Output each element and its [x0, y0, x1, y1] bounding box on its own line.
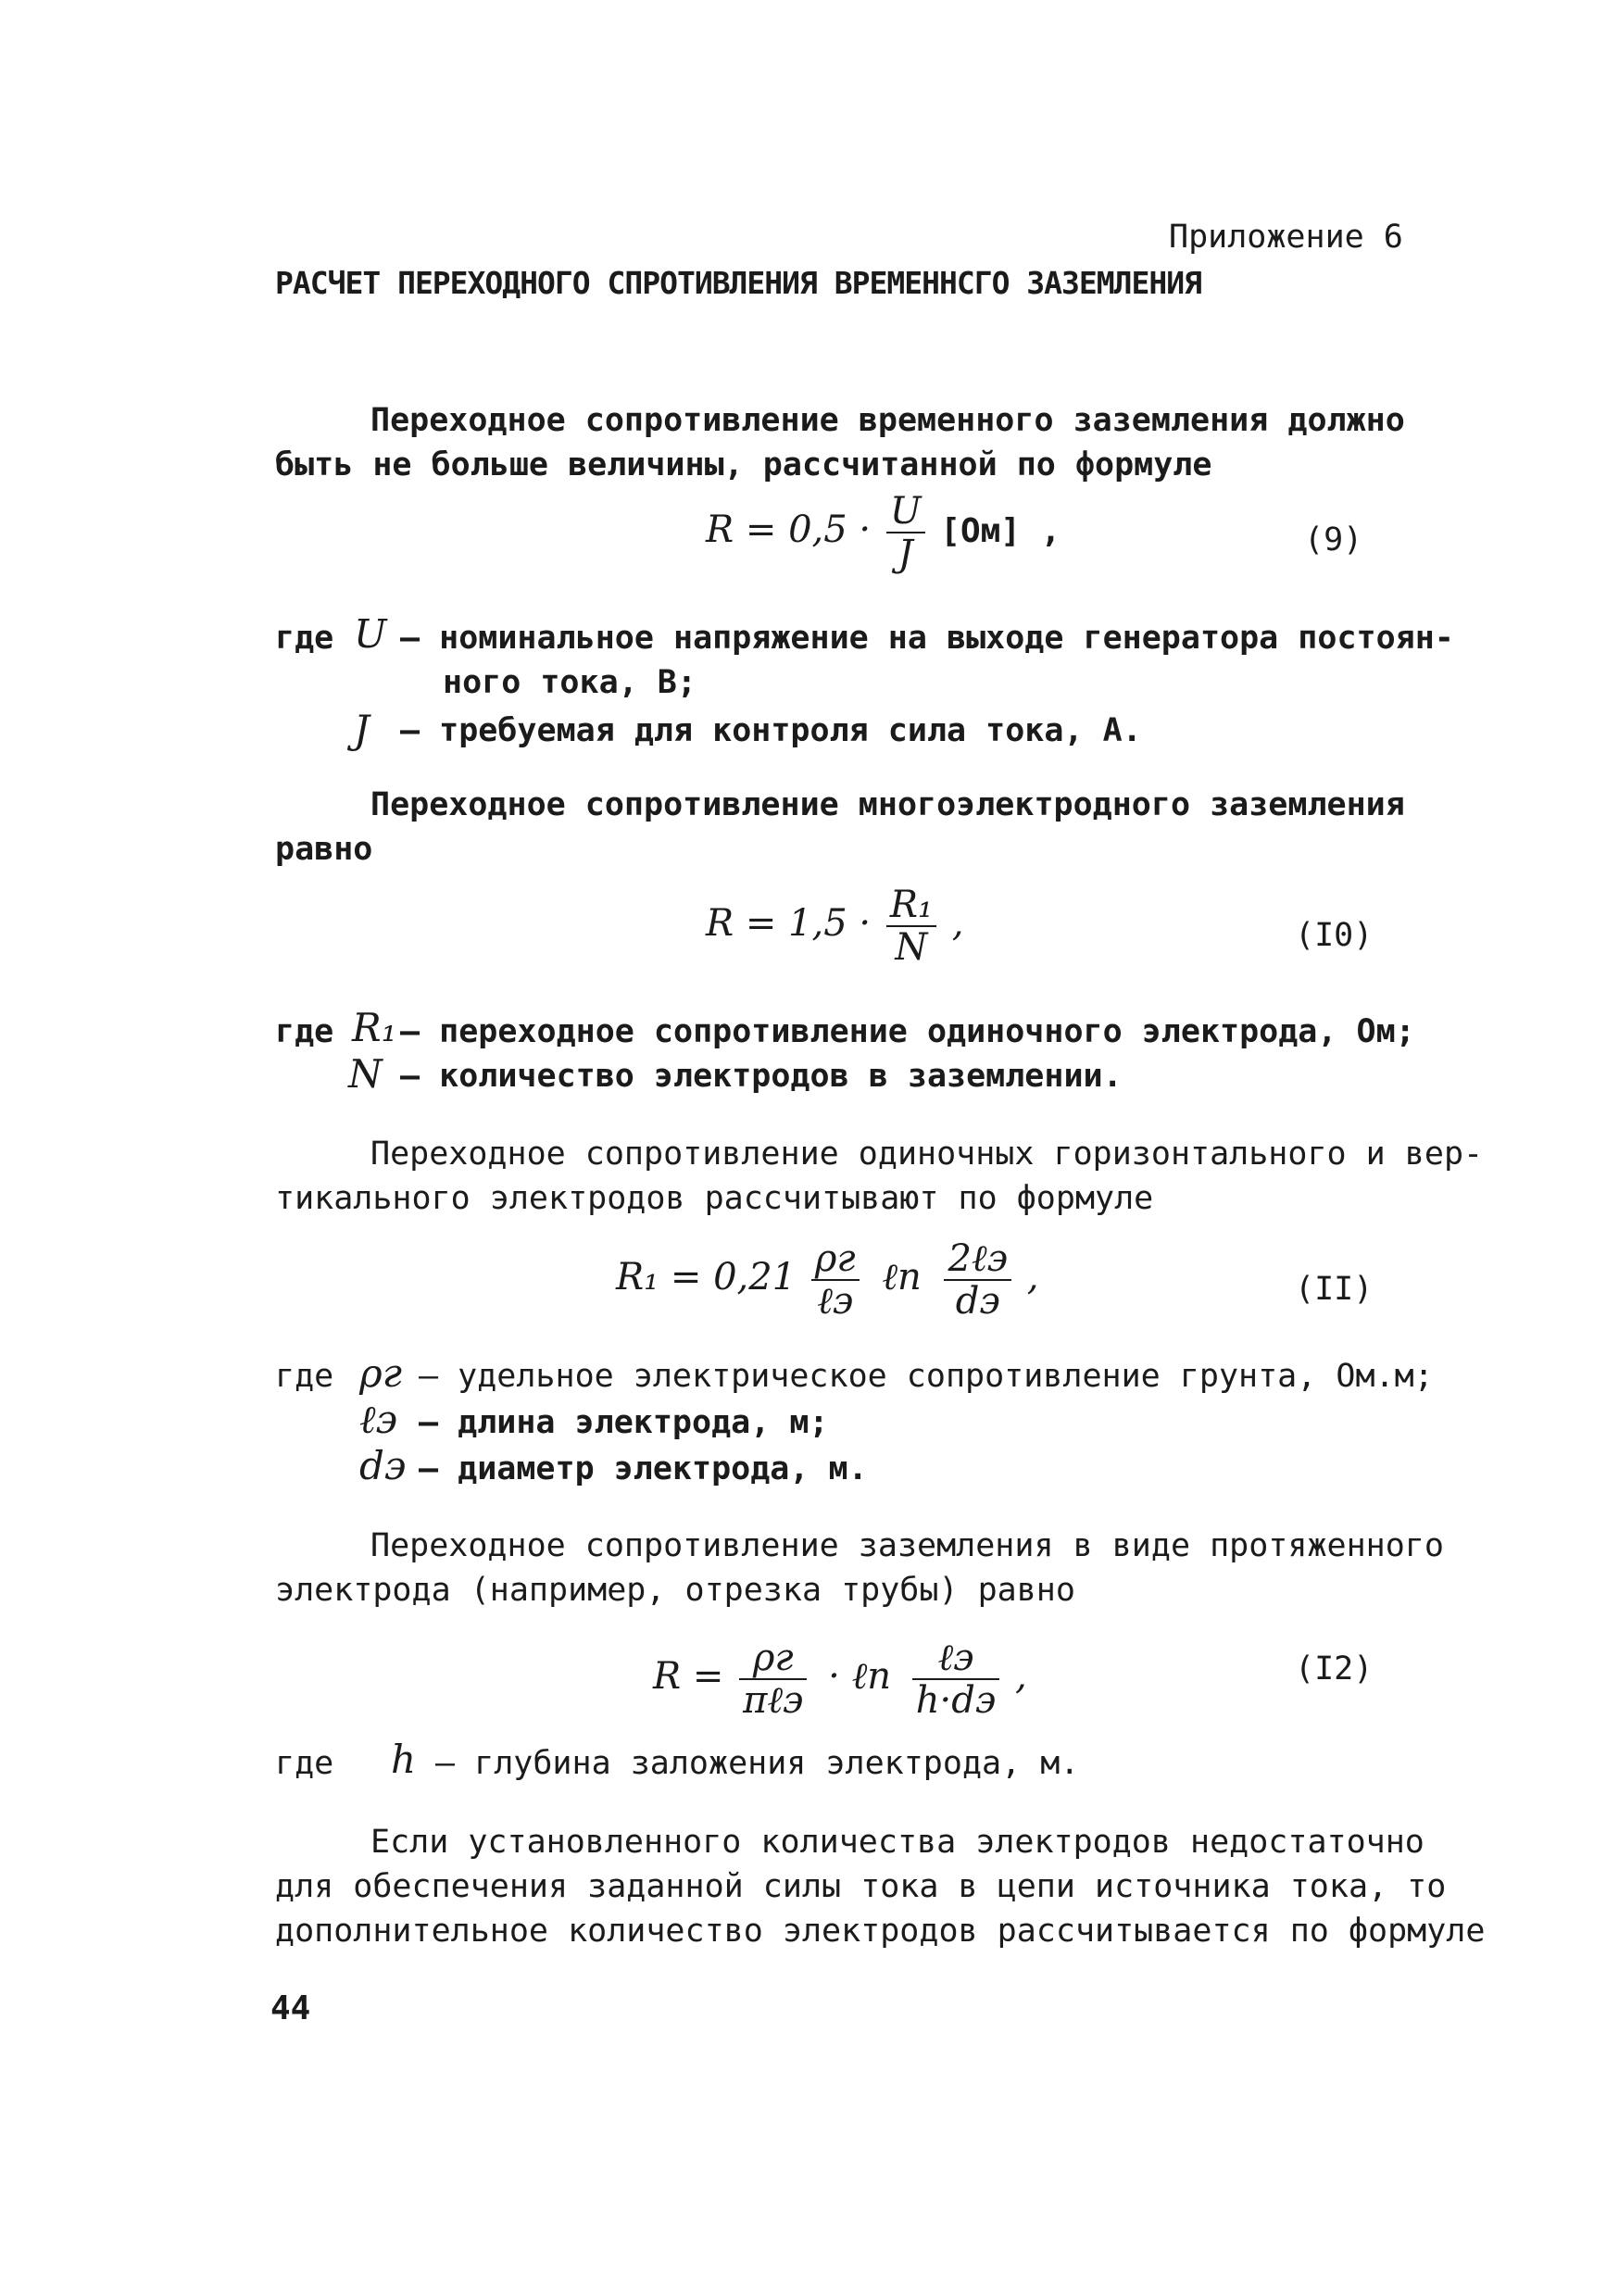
where-3-item-1: – удельное электрическое сопротивление грунта, Ом.м;: [419, 1358, 1434, 1395]
paragraph-4-line-1: Переходное сопротивление заземления в виде протяженного: [370, 1527, 1444, 1564]
formula-11-ln: ℓn: [882, 1256, 922, 1299]
formula-11-lhs: R₁ = 0,21: [616, 1256, 797, 1299]
paragraph-3-line-1: Переходное сопротивление одиночных горизонтального и вер-: [370, 1135, 1484, 1173]
formula-10-numerator: R₁: [886, 885, 936, 927]
formula-11-numerator-1: ρг: [811, 1238, 860, 1281]
symbol-j: J: [354, 707, 370, 752]
symbol-n: N: [348, 1051, 383, 1097]
formula-9-fraction: [886, 491, 925, 574]
paragraph-3-line-2: тикального электродов рассчитывают по формуле: [275, 1180, 1154, 1217]
formula-9-lhs: R = 0,5 ·: [706, 508, 872, 551]
formula-12-fraction-1: [739, 1637, 807, 1721]
formula-10-fraction: [886, 885, 936, 968]
page-title: РАСЧЕТ ПЕРЕХОДНОГО СПРОТИВЛЕНИЯ ВРЕМЕННСГО ЗАЗЕМЛЕНИЯ: [275, 265, 1201, 301]
paragraph-5-line-1: Если установленного количества электродов недостаточно: [370, 1824, 1424, 1861]
formula-11-denominator-1: ℓэ: [817, 1280, 854, 1323]
symbol-r1: R₁: [352, 1005, 397, 1050]
formula-12-fraction-2: [912, 1637, 999, 1721]
where-1-item-1: – номинальное напряжение на выходе генератора постоян-: [400, 620, 1454, 657]
paragraph-5-line-3: дополнительное количество электродов рассчитывается по формуле: [275, 1913, 1486, 1950]
paragraph-5-line-2: для обеспечения заданной силы тока в цепи источника тока, то: [275, 1868, 1447, 1905]
formula-10-tail: ,: [951, 902, 964, 945]
formula-11-fraction-2: [944, 1238, 1011, 1322]
where-4-item-1: – глубина заложения электрода, м.: [435, 1745, 1080, 1782]
symbol-h: h: [391, 1737, 417, 1782]
equation-number-10: (I0): [1295, 917, 1374, 954]
formula-12-numerator-2: ℓэ: [912, 1637, 999, 1680]
where-1-item-2: – требуемая для контроля сила тока, А.: [400, 712, 1142, 749]
formula-12: [653, 1637, 1027, 1721]
paragraph-4-line-2: электрода (например, отрезка трубы) равно: [275, 1572, 1075, 1609]
paragraph-2-line-2: равно: [275, 831, 373, 868]
formula-9: [706, 491, 1061, 574]
where-label-3: где: [275, 1358, 334, 1395]
formula-11-tail: ,: [1026, 1256, 1039, 1299]
formula-12-numerator-1: ρг: [739, 1637, 807, 1680]
formula-9-denominator: J: [897, 533, 913, 575]
formula-11-fraction-1: [811, 1238, 860, 1322]
formula-9-numerator: U: [886, 491, 925, 533]
where-label-2: где: [275, 1013, 334, 1050]
formula-10: [706, 885, 963, 968]
symbol-u: U: [354, 611, 387, 657]
where-1-item-1-cont: ного тока, В;: [443, 664, 697, 701]
formula-12-lhs: R =: [653, 1655, 724, 1698]
where-2-item-2: – количество электродов в заземлении.: [400, 1058, 1123, 1095]
equation-number-12: (I2): [1295, 1650, 1374, 1687]
formula-12-denominator-1: πℓэ: [743, 1679, 804, 1722]
page-number: 44: [270, 1989, 311, 2027]
paragraph-2-line-1: Переходное сопротивление многоэлектродного заземления: [370, 786, 1405, 823]
formula-11-denominator-2: dэ: [955, 1280, 1000, 1323]
appendix-label: Приложение 6: [1169, 219, 1403, 256]
formula-11-numerator-2: 2ℓэ: [944, 1238, 1011, 1281]
where-3-item-2: – длина электрода, м;: [419, 1404, 829, 1441]
where-label-1: где: [275, 620, 334, 657]
symbol-rho: ρг: [359, 1350, 402, 1396]
formula-11: [616, 1238, 1038, 1322]
formula-10-lhs: R = 1,5 ·: [706, 902, 872, 945]
paragraph-1-line-2: быть не больше величины, рассчитанной по формуле: [275, 446, 1212, 483]
where-3-item-3: – диаметр электрода, м.: [419, 1450, 868, 1487]
equation-number-9: (9): [1304, 521, 1363, 558]
formula-12-tail: ,: [1014, 1655, 1027, 1698]
paragraph-1-line-1: Переходное сопротивление временного заземления должно: [370, 402, 1405, 439]
symbol-diameter: dэ: [359, 1443, 407, 1488]
formula-12-denominator-2: h·dэ: [915, 1679, 997, 1722]
formula-12-ln: · ℓn: [828, 1655, 892, 1698]
where-2-item-1: – переходное сопротивление одиночного электрода, Ом;: [400, 1013, 1415, 1050]
equation-number-11: (II): [1295, 1271, 1374, 1308]
formula-9-unit: [Ом] ,: [940, 512, 1061, 550]
symbol-length: ℓэ: [359, 1397, 398, 1442]
formula-10-denominator: N: [895, 926, 928, 969]
where-label-4: где: [275, 1745, 334, 1782]
